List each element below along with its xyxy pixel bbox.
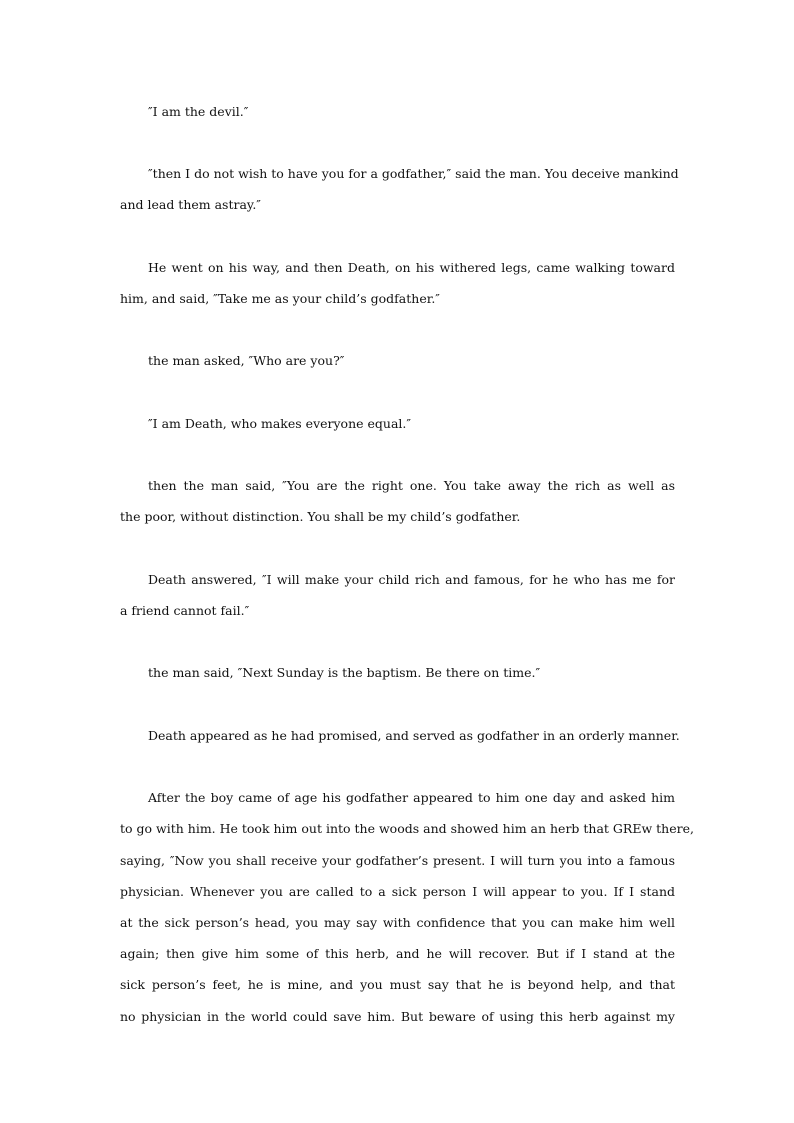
- text-line: ″I am the devil.″: [148, 104, 249, 119]
- text-line: ″then I do not wish to have you for a godfather,″ said the man. You deceive mankind: [148, 166, 679, 181]
- text-line: Death appeared as he had promised, and served as godfather in an orderly manner.: [148, 728, 680, 743]
- text-line: Death answered, ″I will make your child rich and famous, for he who has me for: [148, 572, 675, 587]
- text-line: physician. Whenever you are called to a sick person I will appear to you. If I stand: [120, 884, 675, 899]
- text-line: saying, ″Now you shall receive your godfather’s present. I will turn you into a famous: [120, 853, 675, 868]
- text-line: at the sick person’s head, you may say with confidence that you can make him well: [120, 915, 675, 930]
- text-line: the poor, without distinction. You shall be my child’s godfather.: [120, 509, 521, 524]
- text-line: sick person’s feet, he is mine, and you must say that he is beyond help, and that: [120, 977, 675, 992]
- text-line: then the man said, ″You are the right one. You take away the rich as well as: [148, 478, 675, 493]
- text-line: to go with him. He took him out into the woods and showed him an herb that GREw there,: [120, 821, 694, 836]
- text-line: a friend cannot fail.″: [120, 603, 250, 618]
- text-line: no physician in the world could save him. But beware of using this herb against my: [120, 1009, 675, 1024]
- text-line: him, and said, ″Take me as your child’s godfather.″: [120, 291, 440, 306]
- text-line: and lead them astray.″: [120, 197, 261, 212]
- text-line: the man asked, ″Who are you?″: [148, 353, 345, 368]
- text-line: He went on his way, and then Death, on his withered legs, came walking toward: [148, 260, 675, 275]
- text-line: After the boy came of age his godfather appeared to him one day and asked him: [148, 790, 675, 805]
- text-line: the man said, ″Next Sunday is the baptism. Be there on time.″: [148, 665, 541, 680]
- text-line: ″I am Death, who makes everyone equal.″: [148, 416, 412, 431]
- text-line: again; then give him some of this herb, and he will recover. But if I stand at the: [120, 946, 675, 961]
